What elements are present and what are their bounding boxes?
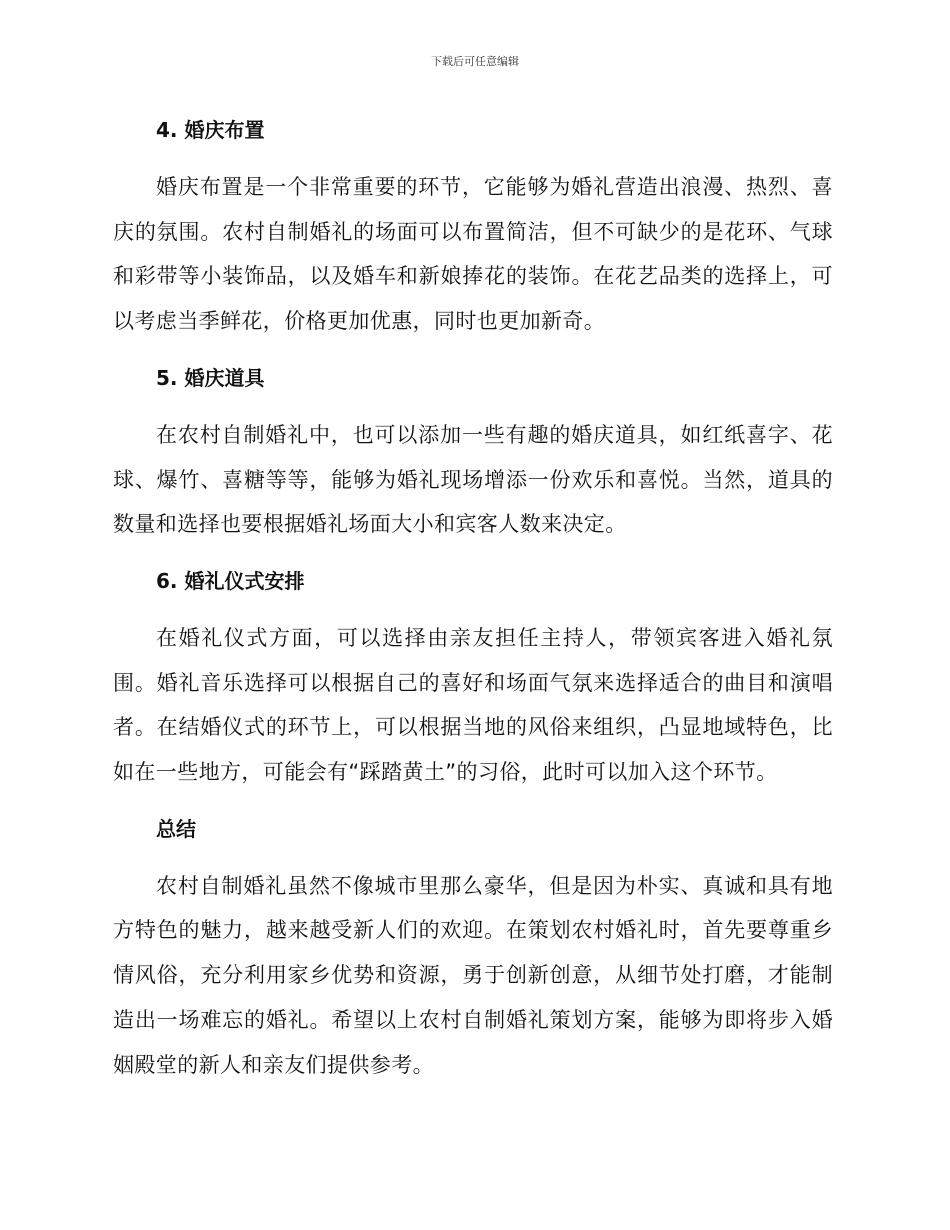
section-paragraph-props: 在农村自制婚礼中，也可以添加一些有趣的婚庆道具，如红纸喜字、花球、爆竹、喜糖等等，能够为婚礼现场增添一份欢乐和喜悦。当然，道具的数量和选择也要根据婚礼场面大小和宾客人数来决定。 xyxy=(113,422,833,537)
section-heading-summary: 总结 xyxy=(156,816,196,841)
section-heading-props: 5. 婚庆道具 xyxy=(156,365,265,390)
page-header: 下载后可任意编辑 xyxy=(431,55,519,68)
section-heading-decoration: 4. 婚庆布置 xyxy=(156,118,265,142)
section-paragraph-decoration: 婚庆布置是一个非常重要的环节，它能够为婚礼营造出浪漫、热烈、喜庆的氛围。农村自制婚礼的场面可以布置简洁，但不可缺少的是花环、气球和彩带等小装饰品，以及婚车和新娘捧花的装饰。在花艺品类的选择上，可以考虑当季鲜花，价格更加优惠，同时也更加新奇。 xyxy=(113,175,833,334)
document-body xyxy=(113,113,833,1087)
section-heading-ceremony: 6. 婚礼仪式安排 xyxy=(156,568,305,593)
section-paragraph-summary: 农村自制婚礼虽然不像城市里那么豪华，但是因为朴实、真诚和具有地方特色的魅力，越来越受新人们的欢迎。在策划农村婚礼时，首先要尊重乡情风俗，充分利用家乡优势和资源，勇于创新创意，从细节处打磨，才能制造出一场难忘的婚礼。希望以上农村自制婚礼策划方案，能够为即将步入婚姻殿堂的新人和亲友们提供参考。 xyxy=(113,873,833,1077)
section-paragraph-ceremony: 在婚礼仪式方面，可以选择由亲友担任主持人，带领宾客进入婚礼氛围。婚礼音乐选择可以根据自己的喜好和场面气氛来选择适合的曲目和演唱者。在结婚仪式的环节上，可以根据当地的风俗来组织，凸显地域特色，比如在一些地方，可能会有“踩踏黄土”的习俗，此时可以加入这个环节。 xyxy=(113,625,833,785)
